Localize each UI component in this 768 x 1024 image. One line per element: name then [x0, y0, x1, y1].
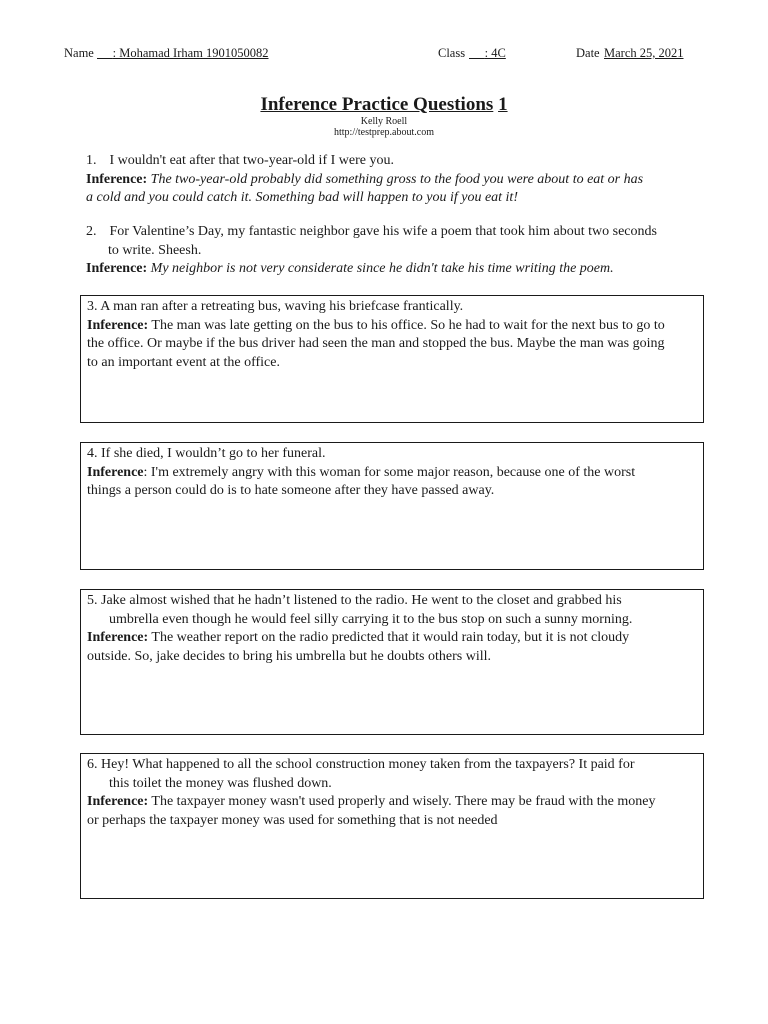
- question-text: 3. A man ran after a retreating bus, waving his briefcase frantically.: [87, 299, 464, 314]
- question-text-cont: this toilet the money was flushed down.: [109, 775, 332, 791]
- inference-label: Inference:: [86, 261, 148, 276]
- title-number: 1: [498, 94, 508, 115]
- inference-answer: The two-year-old probably did something gross to the food you were about to eat or has: [150, 171, 644, 187]
- title-block: [0, 94, 768, 138]
- inference-answer[interactable]: : I'm extremely angry with this woman for some major reason, because one of the worst: [143, 464, 636, 480]
- inference-label: Inference:: [87, 317, 149, 333]
- question-text-cont: to write. Sheesh.: [108, 242, 202, 258]
- date-value: March 25, 2021: [604, 46, 684, 60]
- inference-label: Inference:: [87, 630, 149, 646]
- question-text: 4. If she died, I wouldn’t go to her funeral.: [87, 446, 326, 461]
- question-6-box: [80, 753, 704, 899]
- inference-answer-cont: a cold and you could catch it. Something bad will happen to you if you eat it!: [86, 190, 518, 205]
- question-4-box: [80, 442, 704, 570]
- inference-answer-cont[interactable]: the office. Or maybe if the bus driver had seen the man and stopped the bus. Maybe the man was going: [87, 336, 665, 352]
- question-text: 6. Hey! What happened to all the school construction money taken from the taxpayers? It paid for: [87, 757, 635, 772]
- inference-answer: My neighbor is not very considerate since he didn't take his time writing the poem.: [150, 261, 614, 276]
- question-text: I wouldn't eat after that two-year-old if I were you.: [109, 153, 394, 168]
- class-field[interactable]: [469, 46, 575, 61]
- inference-answer-cont[interactable]: outside. So, jake decides to bring his umbrella but he doubts others will.: [87, 648, 491, 664]
- inference-answer[interactable]: The weather report on the radio predicted that it would rain today, but it is not cloudy: [148, 630, 630, 646]
- author: Kelly Roell: [360, 116, 408, 127]
- inference-answer-cont[interactable]: things a person could do is to hate someone after they have passed away.: [87, 483, 495, 499]
- inference-answer[interactable]: The taxpayer money wasn't used properly and wisely. There may be fraud with the money: [148, 794, 656, 810]
- question-number: 2.: [86, 224, 97, 239]
- question-text: 5. Jake almost wished that he hadn’t listened to the radio. He went to the closet and grabbed his: [87, 593, 622, 608]
- class-value: : 4C: [484, 46, 506, 60]
- inference-answer[interactable]: The man was late getting on the bus to his office. So he had to wait for the next bus to go to: [148, 317, 665, 333]
- name-value: : Mohamad Irham 1901050082: [112, 46, 269, 60]
- question-2: [86, 223, 726, 279]
- question-3-box: [80, 295, 704, 423]
- date-label: Date: [576, 46, 600, 60]
- inference-label: Inference:: [86, 171, 148, 187]
- question-text-cont: umbrella even though he would feel silly carrying it to the bus stop on such a sunny morning.: [109, 611, 633, 627]
- date-field[interactable]: [604, 46, 708, 61]
- question-1: [86, 152, 726, 208]
- inference-label: Inference: [87, 464, 144, 480]
- name-field[interactable]: [97, 46, 467, 61]
- inference-label: Inference:: [87, 794, 149, 810]
- page-title: [260, 94, 507, 116]
- class-label: Class: [438, 46, 466, 60]
- question-number: 1.: [86, 153, 97, 168]
- question-5-box: [80, 589, 704, 735]
- name-label: Name: [64, 46, 94, 60]
- inference-answer-cont[interactable]: to an important event at the office.: [87, 354, 280, 370]
- question-text: For Valentine’s Day, my fantastic neighbor gave his wife a poem that took him about two seconds: [109, 224, 657, 239]
- title-text: Inference Practice Questions: [260, 94, 494, 115]
- inference-answer-cont[interactable]: or perhaps the taxpayer money was used for something that is not needed: [87, 812, 498, 828]
- source-url: http://testprep.about.com: [334, 127, 434, 138]
